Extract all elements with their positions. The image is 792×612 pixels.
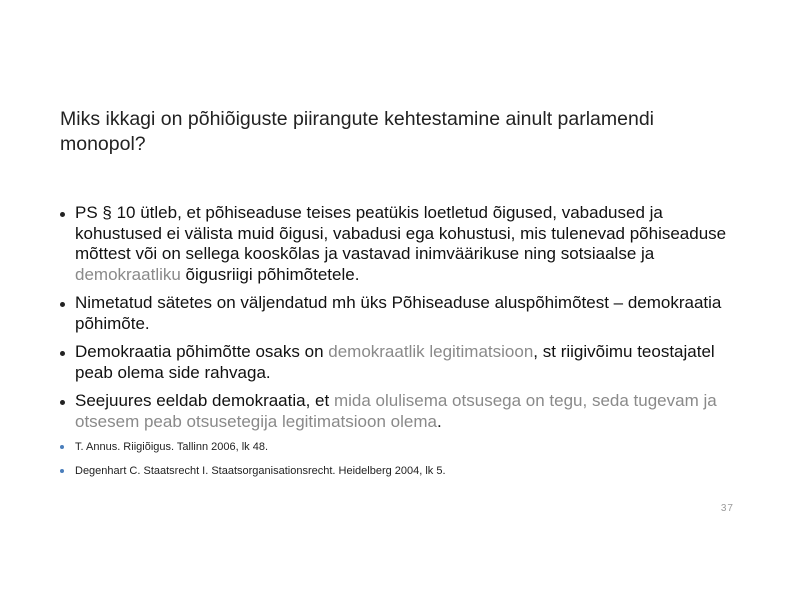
bullet-item [58, 342, 738, 383]
slide-title: Miks ikkagi on põhiõiguste piirangute kehtestamine ainult parlamendi monopol? [60, 108, 655, 155]
bullet-text: PS § 10 ütleb, et põhiseaduse teises peatükis loetletud õigused, vabadused ja kohustused ei välista muid õigusi, vabadusi ega kohustusi, mis tulenevad põhiseaduse mõttest või on sellega kooskõlas ja vastavad inimväärikuse ning sotsiaalse ja [75, 203, 727, 263]
bullet-text-end: , st riigivõimu teostajatel peab olema side rahvaga. [75, 342, 715, 382]
bullet-highlight: mida olulisema otsusega on tegu, seda tugevam ja otsesem peab otsusetegija legitimatsioon olema [75, 391, 717, 431]
bullet-text: Seejuures eeldab demokraatia, et [75, 391, 334, 410]
bullet-text-end: õigusriigi põhimõtetele. [180, 264, 360, 284]
bullet-text: Nimetatud sätetes on väljendatud mh üks Põhiseaduse aluspõhimõtest – demokraatia põhimõte. [75, 293, 722, 333]
bullet-highlight: demokraatlik legitimatsioon [328, 342, 534, 361]
reference-item: T. Annus. Riigiõigus. Tallinn 2006, lk 48. [58, 440, 738, 454]
bullet-list [58, 203, 738, 488]
bullet-text-end: . [436, 411, 442, 431]
bullet-item [58, 203, 738, 285]
reference-item: Degenhart C. Staatsrecht I. Staatsorganisationsrecht. Heidelberg 2004, lk 5. [58, 464, 738, 478]
page-number: 37 [720, 503, 734, 514]
bullet-text: Demokraatia põhimõtte osaks on [75, 342, 329, 361]
bullet-highlight: demokraatliku [75, 264, 181, 284]
bullet-item [58, 293, 738, 334]
bullet-item [58, 391, 738, 432]
